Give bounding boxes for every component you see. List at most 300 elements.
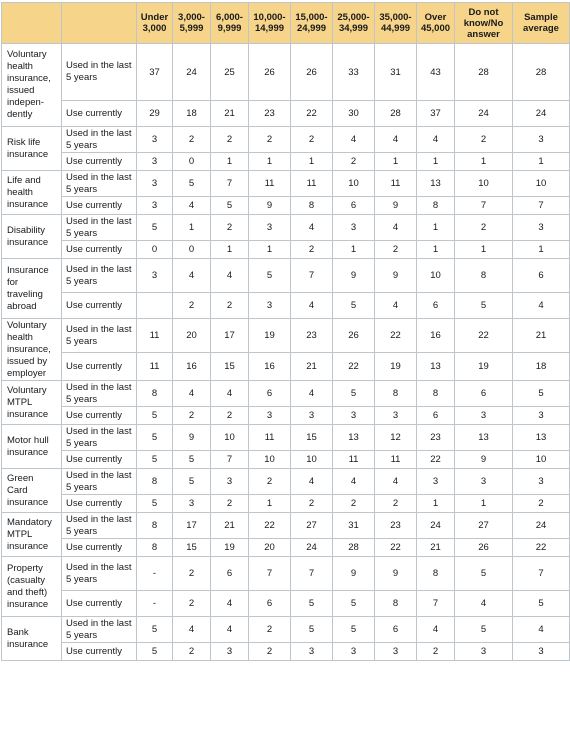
value-cell: 5: [137, 643, 173, 661]
value-cell: 11: [249, 425, 291, 451]
usage-period-label: Use currently: [62, 451, 137, 469]
value-cell: 23: [417, 425, 455, 451]
value-cell: 5: [333, 381, 375, 407]
value-cell: 2: [173, 643, 211, 661]
value-cell: 6: [513, 259, 570, 293]
value-cell: 22: [417, 451, 455, 469]
value-cell: 1: [291, 153, 333, 171]
header-cell: 35,000- 44,999: [375, 3, 417, 44]
value-cell: 2: [249, 617, 291, 643]
value-cell: 1: [513, 153, 570, 171]
value-cell: 10: [513, 451, 570, 469]
value-cell: 1: [417, 153, 455, 171]
value-cell: 2: [173, 127, 211, 153]
usage-period-label: Use currently: [62, 643, 137, 661]
value-cell: 3: [137, 127, 173, 153]
value-cell: 4: [173, 381, 211, 407]
table-row: [2, 469, 570, 495]
value-cell: 3: [375, 643, 417, 661]
value-cell: 3: [291, 407, 333, 425]
value-cell: 9: [455, 451, 513, 469]
insurance-type-label: Insurance for traveling abroad: [2, 259, 62, 319]
header-blank-category: [2, 3, 62, 44]
value-cell: 9: [333, 557, 375, 591]
value-cell: 5: [173, 451, 211, 469]
value-cell: 19: [455, 353, 513, 381]
table-row: [2, 591, 570, 617]
value-cell: 16: [249, 353, 291, 381]
value-cell: 16: [417, 319, 455, 353]
usage-period-label: Use currently: [62, 101, 137, 127]
value-cell: 22: [513, 539, 570, 557]
value-cell: 1: [455, 495, 513, 513]
value-cell: 7: [513, 197, 570, 215]
insurance-type-label: Disability insurance: [2, 215, 62, 259]
value-cell: 2: [211, 215, 249, 241]
value-cell: 5: [173, 171, 211, 197]
usage-period-label: Used in the last 5 years: [62, 557, 137, 591]
value-cell: 4: [291, 293, 333, 319]
value-cell: 4: [375, 215, 417, 241]
value-cell: 1: [249, 495, 291, 513]
usage-period-label: Use currently: [62, 495, 137, 513]
value-cell: 3: [291, 643, 333, 661]
value-cell: 4: [333, 127, 375, 153]
value-cell: 5: [513, 591, 570, 617]
value-cell: 10: [333, 171, 375, 197]
value-cell: 3: [513, 643, 570, 661]
value-cell: 15: [291, 425, 333, 451]
value-cell: 3: [513, 407, 570, 425]
value-cell: 23: [291, 319, 333, 353]
value-cell: 2: [211, 407, 249, 425]
value-cell: 21: [211, 513, 249, 539]
usage-period-label: Use currently: [62, 197, 137, 215]
table-row: [2, 101, 570, 127]
value-cell: 27: [455, 513, 513, 539]
value-cell: 3: [137, 197, 173, 215]
value-cell: 4: [513, 293, 570, 319]
value-cell: 13: [513, 425, 570, 451]
value-cell: 2: [211, 127, 249, 153]
usage-period-label: Used in the last 5 years: [62, 469, 137, 495]
usage-period-label: Used in the last 5 years: [62, 215, 137, 241]
insurance-type-label: Bank insurance: [2, 617, 62, 661]
value-cell: 5: [291, 591, 333, 617]
value-cell: 7: [417, 591, 455, 617]
table-row: [2, 353, 570, 381]
value-cell: 5: [513, 381, 570, 407]
value-cell: 15: [173, 539, 211, 557]
value-cell: 6: [417, 407, 455, 425]
value-cell: 24: [513, 101, 570, 127]
value-cell: 4: [211, 381, 249, 407]
value-cell: 6: [211, 557, 249, 591]
value-cell: 1: [417, 215, 455, 241]
value-cell: 4: [173, 197, 211, 215]
table-row: [2, 617, 570, 643]
table-row: [2, 381, 570, 407]
insurance-type-label: Life and health insurance: [2, 171, 62, 215]
usage-period-label: Used in the last 5 years: [62, 617, 137, 643]
value-cell: 5: [455, 617, 513, 643]
value-cell: 13: [417, 171, 455, 197]
value-cell: 2: [249, 127, 291, 153]
value-cell: 11: [333, 451, 375, 469]
value-cell: 3: [173, 495, 211, 513]
usage-period-label: Use currently: [62, 293, 137, 319]
insurance-type-label: Property (casualty and theft) insurance: [2, 557, 62, 617]
table-row: [2, 241, 570, 259]
value-cell: 2: [455, 215, 513, 241]
value-cell: 3: [249, 215, 291, 241]
value-cell: 3: [333, 215, 375, 241]
value-cell: 2: [375, 241, 417, 259]
insurance-type-label: Green Card insurance: [2, 469, 62, 513]
value-cell: 10: [417, 259, 455, 293]
value-cell: 3: [513, 215, 570, 241]
header-cell: 6,000- 9,999: [211, 3, 249, 44]
usage-period-label: Use currently: [62, 241, 137, 259]
value-cell: 19: [211, 539, 249, 557]
insurance-usage-table: [1, 2, 570, 661]
value-cell: -: [137, 591, 173, 617]
value-cell: 7: [455, 197, 513, 215]
value-cell: 7: [513, 557, 570, 591]
usage-period-label: Use currently: [62, 407, 137, 425]
value-cell: 5: [137, 425, 173, 451]
header-cell: Under 3,000: [137, 3, 173, 44]
value-cell: 6: [249, 591, 291, 617]
value-cell: 24: [291, 539, 333, 557]
value-cell: 8: [137, 381, 173, 407]
value-cell: 22: [375, 319, 417, 353]
value-cell: 1: [249, 153, 291, 171]
value-cell: 5: [333, 591, 375, 617]
table-row: [2, 425, 570, 451]
value-cell: 4: [173, 259, 211, 293]
value-cell: 3: [455, 407, 513, 425]
value-cell: 4: [375, 127, 417, 153]
value-cell: 11: [375, 171, 417, 197]
header-cell: Sample average: [513, 3, 570, 44]
usage-period-label: Used in the last 5 years: [62, 259, 137, 293]
value-cell: 20: [249, 539, 291, 557]
value-cell: 5: [333, 617, 375, 643]
usage-period-label: Use currently: [62, 353, 137, 381]
value-cell: 4: [211, 617, 249, 643]
value-cell: 37: [137, 44, 173, 101]
insurance-type-label: Voluntary health insurance, issued by employer: [2, 319, 62, 381]
usage-period-label: Used in the last 5 years: [62, 513, 137, 539]
value-cell: 43: [417, 44, 455, 101]
usage-period-label: Used in the last 5 years: [62, 319, 137, 353]
value-cell: 3: [137, 259, 173, 293]
value-cell: 22: [375, 539, 417, 557]
header-cell: 10,000- 14,999: [249, 3, 291, 44]
usage-period-label: Used in the last 5 years: [62, 44, 137, 101]
value-cell: 26: [291, 44, 333, 101]
value-cell: 26: [455, 539, 513, 557]
value-cell: 27: [291, 513, 333, 539]
header-blank-usage: [62, 3, 137, 44]
value-cell: 2: [333, 495, 375, 513]
value-cell: 7: [291, 259, 333, 293]
table-row: [2, 127, 570, 153]
value-cell: 5: [249, 259, 291, 293]
value-cell: 9: [375, 259, 417, 293]
value-cell: 4: [291, 381, 333, 407]
header-cell: Do not know/No answer: [455, 3, 513, 44]
value-cell: [137, 293, 173, 319]
usage-period-label: Used in the last 5 years: [62, 127, 137, 153]
value-cell: 5: [137, 451, 173, 469]
value-cell: 9: [173, 425, 211, 451]
table-row: [2, 293, 570, 319]
insurance-type-label: Mandatory MTPL insurance: [2, 513, 62, 557]
value-cell: 6: [375, 617, 417, 643]
header-cell: 25,000- 34,999: [333, 3, 375, 44]
value-cell: 15: [211, 353, 249, 381]
value-cell: 24: [173, 44, 211, 101]
value-cell: 6: [249, 381, 291, 407]
value-cell: 21: [417, 539, 455, 557]
value-cell: 2: [249, 469, 291, 495]
header-row: [2, 3, 570, 44]
value-cell: 9: [375, 557, 417, 591]
value-cell: 4: [211, 591, 249, 617]
value-cell: 8: [455, 259, 513, 293]
table-row: [2, 259, 570, 293]
value-cell: 23: [249, 101, 291, 127]
value-cell: 1: [249, 241, 291, 259]
value-cell: 10: [249, 451, 291, 469]
value-cell: 4: [211, 259, 249, 293]
value-cell: 31: [375, 44, 417, 101]
value-cell: 10: [211, 425, 249, 451]
value-cell: 3: [455, 469, 513, 495]
value-cell: 5: [333, 293, 375, 319]
value-cell: 2: [291, 495, 333, 513]
value-cell: 33: [333, 44, 375, 101]
table-body: [2, 44, 570, 661]
value-cell: -: [137, 557, 173, 591]
value-cell: 20: [173, 319, 211, 353]
value-cell: 2: [333, 153, 375, 171]
value-cell: 2: [291, 241, 333, 259]
value-cell: 16: [173, 353, 211, 381]
table-row: [2, 643, 570, 661]
value-cell: 31: [333, 513, 375, 539]
value-cell: 1: [333, 241, 375, 259]
value-cell: 8: [417, 197, 455, 215]
header-cell: Over 45,000: [417, 3, 455, 44]
value-cell: 8: [417, 557, 455, 591]
value-cell: 5: [137, 407, 173, 425]
value-cell: 10: [513, 171, 570, 197]
value-cell: 2: [249, 643, 291, 661]
table-row: [2, 319, 570, 353]
value-cell: 9: [249, 197, 291, 215]
value-cell: 9: [333, 259, 375, 293]
value-cell: 24: [417, 513, 455, 539]
table-row: [2, 44, 570, 101]
value-cell: 21: [211, 101, 249, 127]
insurance-type-label: Risk life insurance: [2, 127, 62, 171]
value-cell: 4: [513, 617, 570, 643]
value-cell: 2: [375, 495, 417, 513]
value-cell: 3: [249, 407, 291, 425]
value-cell: 5: [455, 293, 513, 319]
insurance-type-label: Voluntary MTPL insurance: [2, 381, 62, 425]
usage-period-label: Used in the last 5 years: [62, 425, 137, 451]
value-cell: 8: [291, 197, 333, 215]
value-cell: 4: [417, 127, 455, 153]
value-cell: 12: [375, 425, 417, 451]
insurance-type-label: Motor hull insurance: [2, 425, 62, 469]
value-cell: 17: [173, 513, 211, 539]
value-cell: 5: [137, 617, 173, 643]
value-cell: 24: [455, 101, 513, 127]
value-cell: 6: [333, 197, 375, 215]
value-cell: 1: [455, 153, 513, 171]
value-cell: 29: [137, 101, 173, 127]
value-cell: 19: [249, 319, 291, 353]
value-cell: 3: [375, 407, 417, 425]
value-cell: 2: [173, 407, 211, 425]
value-cell: 0: [173, 241, 211, 259]
value-cell: 17: [211, 319, 249, 353]
value-cell: 30: [333, 101, 375, 127]
value-cell: 2: [455, 127, 513, 153]
value-cell: 5: [291, 617, 333, 643]
header-cell: 15,000- 24,999: [291, 3, 333, 44]
usage-period-label: Used in the last 5 years: [62, 171, 137, 197]
value-cell: 8: [137, 513, 173, 539]
value-cell: 4: [455, 591, 513, 617]
value-cell: 3: [333, 407, 375, 425]
value-cell: 6: [417, 293, 455, 319]
value-cell: 5: [137, 495, 173, 513]
usage-period-label: Use currently: [62, 153, 137, 171]
value-cell: 26: [249, 44, 291, 101]
value-cell: 1: [417, 241, 455, 259]
value-cell: 1: [211, 153, 249, 171]
value-cell: 3: [137, 153, 173, 171]
table-row: [2, 407, 570, 425]
table-row: [2, 197, 570, 215]
value-cell: 2: [173, 591, 211, 617]
usage-period-label: Used in the last 5 years: [62, 381, 137, 407]
value-cell: 3: [137, 171, 173, 197]
value-cell: 8: [417, 381, 455, 407]
value-cell: 26: [333, 319, 375, 353]
value-cell: 1: [375, 153, 417, 171]
value-cell: 1: [211, 241, 249, 259]
value-cell: 3: [455, 643, 513, 661]
value-cell: 5: [455, 557, 513, 591]
value-cell: 9: [375, 197, 417, 215]
table-row: [2, 557, 570, 591]
value-cell: 37: [417, 101, 455, 127]
value-cell: 18: [173, 101, 211, 127]
table-row: [2, 153, 570, 171]
value-cell: 7: [291, 557, 333, 591]
value-cell: 13: [417, 353, 455, 381]
value-cell: 23: [375, 513, 417, 539]
value-cell: 5: [211, 197, 249, 215]
value-cell: 4: [173, 617, 211, 643]
value-cell: 3: [513, 469, 570, 495]
value-cell: 2: [211, 293, 249, 319]
value-cell: 22: [249, 513, 291, 539]
value-cell: 2: [513, 495, 570, 513]
value-cell: 11: [375, 451, 417, 469]
value-cell: 2: [211, 495, 249, 513]
value-cell: 19: [375, 353, 417, 381]
value-cell: 1: [455, 241, 513, 259]
value-cell: 3: [211, 643, 249, 661]
usage-period-label: Use currently: [62, 591, 137, 617]
value-cell: 25: [211, 44, 249, 101]
value-cell: 13: [455, 425, 513, 451]
insurance-type-label: Voluntary health insurance, issued indepen- dently: [2, 44, 62, 127]
value-cell: 28: [455, 44, 513, 101]
value-cell: 11: [249, 171, 291, 197]
value-cell: 28: [333, 539, 375, 557]
value-cell: 21: [513, 319, 570, 353]
value-cell: 3: [211, 469, 249, 495]
value-cell: 4: [375, 293, 417, 319]
table-row: [2, 215, 570, 241]
value-cell: 3: [417, 469, 455, 495]
value-cell: 10: [455, 171, 513, 197]
value-cell: 4: [333, 469, 375, 495]
value-cell: 24: [513, 513, 570, 539]
value-cell: 21: [291, 353, 333, 381]
value-cell: 28: [513, 44, 570, 101]
value-cell: 0: [173, 153, 211, 171]
value-cell: 5: [137, 215, 173, 241]
table-row: [2, 451, 570, 469]
value-cell: 2: [417, 643, 455, 661]
value-cell: 10: [291, 451, 333, 469]
value-cell: 4: [417, 617, 455, 643]
table-row: [2, 513, 570, 539]
value-cell: 22: [291, 101, 333, 127]
value-cell: 1: [417, 495, 455, 513]
value-cell: 8: [137, 469, 173, 495]
value-cell: 2: [173, 293, 211, 319]
value-cell: 4: [291, 215, 333, 241]
value-cell: 7: [249, 557, 291, 591]
value-cell: 22: [455, 319, 513, 353]
value-cell: 0: [137, 241, 173, 259]
table-row: [2, 171, 570, 197]
value-cell: 8: [375, 591, 417, 617]
value-cell: 11: [137, 353, 173, 381]
value-cell: 3: [513, 127, 570, 153]
value-cell: 18: [513, 353, 570, 381]
value-cell: 1: [173, 215, 211, 241]
value-cell: 8: [375, 381, 417, 407]
usage-period-label: Use currently: [62, 539, 137, 557]
value-cell: 4: [291, 469, 333, 495]
value-cell: 28: [375, 101, 417, 127]
value-cell: 6: [455, 381, 513, 407]
value-cell: 2: [291, 127, 333, 153]
value-cell: 2: [173, 557, 211, 591]
